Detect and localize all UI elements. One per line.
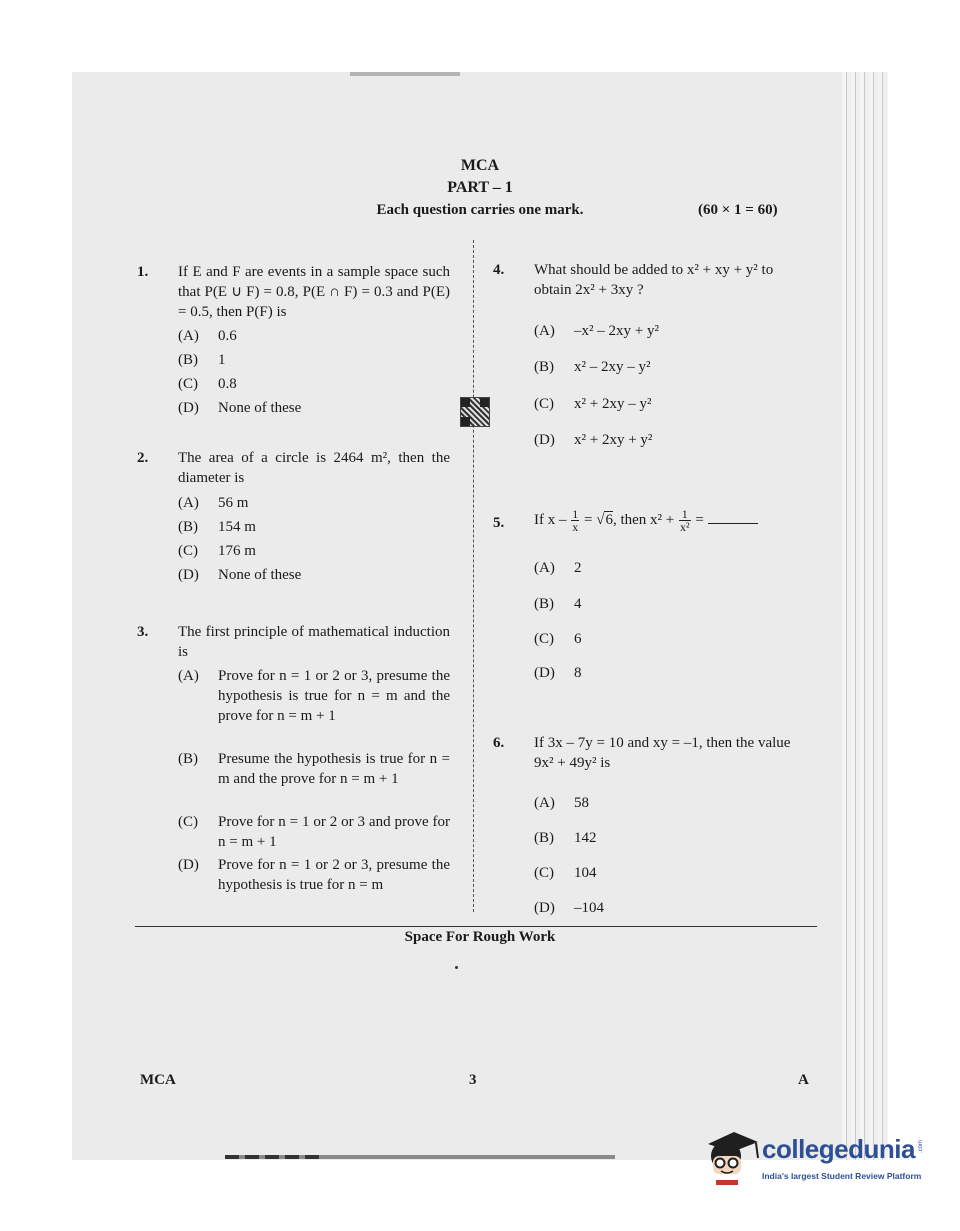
stray-dot: [455, 966, 458, 969]
question-number: 6.: [493, 735, 505, 751]
question-text: If x – $\frac{1}{x}$ = √6, then x² + $\frac{1}{\text{x²}}$ =: [534, 508, 824, 533]
option-a[interactable]: (A) 58: [534, 795, 589, 811]
question-2: [137, 448, 450, 588]
question-number: 2.: [137, 450, 149, 466]
answer-blank: [708, 523, 758, 524]
option-d[interactable]: (D) None of these: [178, 400, 302, 416]
option-c[interactable]: (C) 6: [534, 631, 582, 647]
option-a[interactable]: (A) 2: [534, 560, 582, 576]
option-a[interactable]: (A) 0.6: [178, 328, 237, 344]
qr-code-icon: [460, 397, 490, 427]
page-edge-shadow: [842, 72, 888, 1160]
question-text: The first principle of mathematical induction is: [178, 624, 450, 660]
question-text: If 3x – 7y = 10 and xy = –1, then the value 9x² + 49y² is: [534, 735, 791, 771]
subject-title: MCA: [460, 157, 500, 174]
option-d[interactable]: (D) 8: [534, 665, 582, 681]
question-text: The area of a circle is 2464 m², then the diameter is: [178, 450, 450, 486]
question-6: [493, 733, 813, 923]
option-c[interactable]: (C) 0.8: [178, 376, 237, 392]
brand-name: collegedunia: [762, 1134, 915, 1164]
option-d[interactable]: (D) None of these: [178, 567, 302, 583]
option-b[interactable]: (B) 1: [178, 352, 226, 368]
option-a[interactable]: (A) –x² – 2xy + y²: [534, 323, 659, 339]
question-4: [493, 260, 813, 460]
collegedunia-watermark: [700, 1126, 940, 1188]
question-number: 1.: [137, 264, 149, 280]
footer-page-number: 3: [469, 1072, 477, 1088]
question-text: If E and F are events in a sample space such that P(E ∪ F) = 0.8, P(E ∩ F) = 0.3 and P(E) = 0.5, then P(F) is: [178, 264, 450, 320]
option-c[interactable]: (C) x² + 2xy – y²: [534, 396, 652, 412]
brand-tagline: India's largest Student Review Platform: [762, 1171, 922, 1181]
footer-subject: MCA: [140, 1072, 176, 1088]
rough-work-divider: [135, 926, 817, 927]
question-1: [137, 262, 450, 422]
question-number: 3.: [137, 624, 149, 640]
option-b[interactable]: (B) 154 m: [178, 519, 256, 535]
column-divider: [473, 240, 474, 912]
marks-total: (60 × 1 = 60): [698, 202, 778, 218]
part-title: PART – 1: [447, 179, 513, 196]
option-b[interactable]: (B) 142: [534, 830, 597, 846]
footer-series: A: [798, 1072, 809, 1088]
option-b[interactable]: (B) x² – 2xy – y²: [534, 359, 651, 375]
option-a[interactable]: (A) 56 m: [178, 495, 249, 511]
option-c[interactable]: (C) 104: [534, 865, 597, 881]
brand-domain: .com: [918, 1140, 924, 1154]
fraction-one-over-x-squared: $\frac{1}{\text{x²}}$: [680, 507, 690, 534]
option-c[interactable]: (C) 176 m: [178, 543, 256, 559]
question-number: 5.: [493, 515, 505, 531]
fraction-one-over-x: $\frac{1}{x}$: [572, 507, 579, 534]
scan-mark-bottom-dashes: [225, 1155, 325, 1159]
question-text: What should be added to x² + xy + y² to obtain 2x² + 3xy ?: [534, 262, 774, 298]
instruction-text: Each question carries one mark.: [376, 202, 584, 218]
option-d[interactable]: (D) –104: [534, 900, 604, 916]
rough-work-label: Space For Rough Work: [404, 929, 556, 945]
question-number: 4.: [493, 262, 505, 278]
option-d[interactable]: (D) x² + 2xy + y²: [534, 432, 653, 448]
question-3: 3. The first principle of mathematical induction is (A) Prove for n = 1 or 2 or 3, presume the hypothesis is true for n = m and the prove for n = m + 1 (B) Presume the hypothesis is true for n = m and the prove for n = m + 1 (C) Prove for n = 1 or 2 or 3 and prove for n = m + 1 (D) Prove for n = 1 or 2 or 3, presume the hypothesis is true for n = m: [137, 624, 450, 893]
question-5: [493, 508, 813, 688]
scan-mark-top: [350, 72, 460, 76]
option-b[interactable]: (B) 4: [534, 596, 582, 612]
graduate-mascot-icon: [700, 1126, 762, 1188]
